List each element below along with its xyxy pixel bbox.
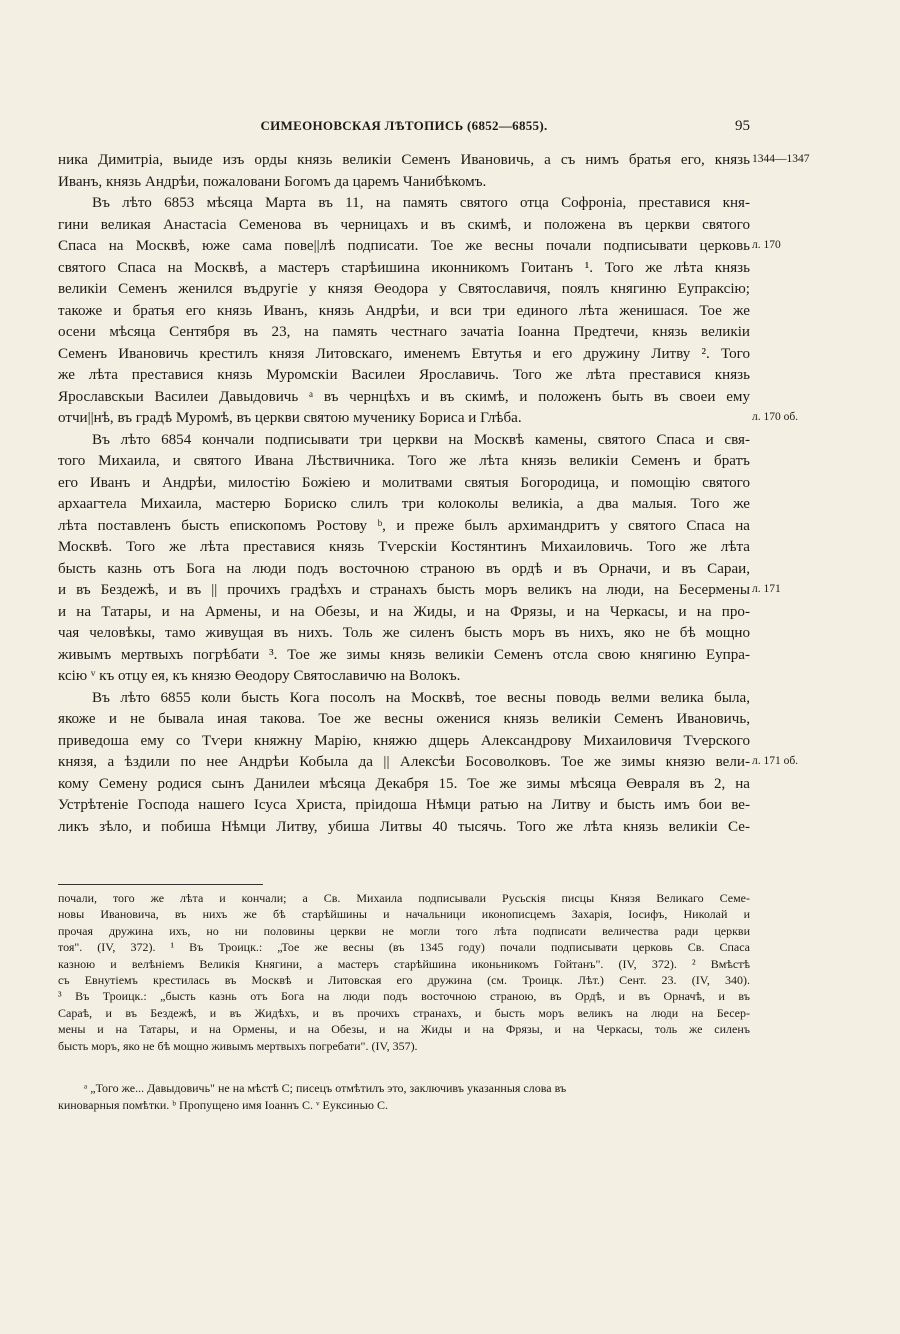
text-line: ликъ зѣло, и побиша Нѣмци Литву, убиша Литвы 40 тысячь. Того же лѣта князь великіи Се- xyxy=(58,818,750,835)
text-line: ксію ᵛ къ отцу ея, къ князю Өеодору Святославичю на Волокъ. xyxy=(58,668,461,684)
margin-note: л. 170 xyxy=(752,239,781,251)
text-line: Спаса на Москвѣ, юже сама пове||лѣ подписати. Тое же весны почали подписывати церковь xyxy=(58,238,750,254)
text-line: приведоша ему со Тѵери княжну Марію, княжю дщерь Александрову Михаиловичя Тѵерского xyxy=(58,732,750,749)
text-line: кому Семену родися сынъ Данилеи мѣсяца Декабря 15. Тое же зимы мѣсяца Өевраля въ 2, на xyxy=(58,775,750,792)
footnote-line: мены и на Татары, и на Ормены, и на Обезы, и на Жиды и на Фрязы, и на Черкасы, толь же силенъ xyxy=(58,1022,750,1037)
text-line: и на Татары, и на Армены, и на Обезы, и на Жиды, и на Фрязы, и на Черкасы, и на про- xyxy=(58,603,750,620)
text-line: лѣта поставленъ бысть епископомъ Ростову ᵇ, и преже былъ архимандритъ у святого Спаса на xyxy=(58,517,750,534)
footnote-line: новы Ивановича, въ нихъ же бѣ старѣйшины и начальници иконописцемъ Захарія, Іосифъ, Николай и xyxy=(58,907,750,922)
text-line: Въ лѣто 6853 мѣсяца Марта въ 11, на память святого отца Софроніа, преставися кня- xyxy=(92,195,750,211)
text-line: Москвѣ. Того же лѣта преставися князь Тѵерскіи Костянтинъ Михаиловичь. Того же лѣта xyxy=(58,539,750,555)
margin-note: л. 171 xyxy=(752,583,781,595)
text-line: святого Спаса на Москвѣ, а мастеръ старѣишина иконникомъ Гоитанъ ¹. Того же лѣта князь xyxy=(58,259,750,276)
margin-note: л. 170 об. xyxy=(752,411,799,423)
text-line: того Михаила, и святого Ивана Лѣствичника. Того же лѣта князь великіи Семенъ и братъ xyxy=(58,453,750,469)
text-line: якоже и не бывала иная такова. Тое же весны оженися князь великіи Семенъ Ивановичь, xyxy=(58,711,750,727)
main-text xyxy=(58,150,750,838)
running-title: СИМЕОНОВСКАЯ ЛѢТОПИСЬ (6852—6855). xyxy=(260,118,548,133)
footnote-divider xyxy=(58,884,263,885)
text-line: живымъ мертвыхъ погрѣбати ³. Тое же зимы князь великіи Семенъ отсла свою княгиню Еупра- xyxy=(58,646,750,663)
running-header xyxy=(58,118,750,138)
text-line: же лѣта преставися князь Муромскіи Василеи Ярославичь. Того же лѣта преставися князь xyxy=(58,367,750,383)
text-line: чая человѣкы, тамо живущая въ нихъ. Толь же силенъ бысть моръ въ нихъ, яко не бѣ мощно xyxy=(58,625,750,641)
text-line: и въ Бездежѣ, и въ || прочихъ градѣхъ и странахъ бысть моръ великъ на люди, на Бесермены xyxy=(58,582,750,598)
footnote-line: съ Евнутіемъ крестилась въ Москвѣ и Литовская его дружина (см. Троицк. Лѣт.) Сент. 23. (IV, 340). xyxy=(58,973,750,988)
text-line: Въ лѣто 6854 кончали подписывати три церкви на Москвѣ камены, святого Спаса и свя- xyxy=(92,431,750,448)
footnote-line: Сараѣ, и въ Бездежѣ, и въ Жидѣхъ, и въ прочихъ странахъ, и бысть моръ великъ на люди на Бесер- xyxy=(58,1005,750,1020)
footnote-line: почали, того же лѣта и кончали; а Св. Михаила подписывали Русьскія писцы Князя Великаго Семе- xyxy=(58,891,750,905)
footnote-line: тоя". (IV, 372). ¹ Въ Троицк.: „Тое же весны (въ 1345 году) почали подписывати церковь Св. Спаса xyxy=(58,940,750,955)
text-line: отчи||нѣ, въ градѣ Муромѣ, въ церкви святою мученику Бориса и Глѣба. xyxy=(58,410,522,426)
text-line: архаагтела Михаила, мастерю Бориско слилъ три колоколы великіа, а два малыя. Того же xyxy=(58,496,750,512)
text-line: такоже и братья его князь Иванъ, князь Андрѣи, и вси три единого лѣта женишася. Тое же xyxy=(58,302,750,319)
footnote-line: прочая дружина ихъ, но ни половины церкви не могли того лѣта подписати величества ради церкви xyxy=(58,923,750,938)
text-line: осени мѣсяца Сентября въ 23, на память честнаго зачатіа Іоанна Предтечи, князь великіи xyxy=(58,324,750,340)
footnotes xyxy=(58,890,750,1054)
variant-line: ᵃ „Того же... Давыдовичь" не на мѣстѣ С; писецъ отмѣтилъ это, заключивъ указанныя слова въ xyxy=(84,1081,567,1095)
margin-note: л. 171 об. xyxy=(752,755,799,767)
footnote-line: бысть моръ, яко не бѣ мощно живымъ мертвыхъ погребати". (IV, 357). xyxy=(58,1038,418,1053)
margin-note: 1344—1347 xyxy=(752,153,810,165)
text-line: Иванъ, князь Андрѣи, пожаловани Богомъ да царемъ Чанибѣкомъ. xyxy=(58,173,487,190)
text-line: бысть казнь отъ Бога на люди подъ восточною страною въ ордѣ и въ Орначи, и въ Сараи, xyxy=(58,560,750,577)
text-line: Ярославскыи Василеи Давыдовичь ᵃ въ чернцѣхъ и въ скимѣ, и положенъ быть въ своеи ему xyxy=(58,388,750,405)
text-line: его Иванъ и Андрѣи, милостію Божіею и молитвами святыя Богородица, и помощію святого xyxy=(58,474,750,491)
text-line: князя, а ѣздили по нее Андрѣи Кобыла да || Алексѣи Босоволковъ. Тое же зимы князю вели- xyxy=(58,754,750,770)
text-line: Устрѣтеніе Господа нашего Ісуса Христа, пріидоша Нѣмци ратью на Литву и бысть имъ бои ве- xyxy=(58,797,750,813)
text-line: великіи Семенъ женился въдругіе у князя Өеодора у Святославичя, поялъ княгиню Еупраксію; xyxy=(58,281,750,297)
text-line: Семенъ Ивановичь крестилъ князя Литовскаго, именемъ Евтутья и его дружину Литву ². Того xyxy=(58,345,750,362)
footnote-line: казною и велѣніемъ Великія Княгини, а мастеръ старѣйшина иконьникомъ Гойтанъ". (IV, 372). ² Вмѣстѣ xyxy=(58,956,750,971)
text-line: Въ лѣто 6855 коли бысть Кога посолъ на Москвѣ, тое весны поводь велми велика была, xyxy=(92,689,750,706)
variant-line: киноварныя помѣтки. ᵇ Пропущено имя Іоаннъ С. ᵛ Еуксинью С. xyxy=(58,1098,389,1112)
text-line: гини великая Анастасіа Семенова въ черницахъ и въ скимѣ, и положена въ церкви святого xyxy=(58,216,750,233)
text-line: ника Димитріа, выиде изъ орды князь великіи Семенъ Ивановичь, а съ нимъ братья его, князь xyxy=(58,152,750,168)
page-number: 95 xyxy=(735,118,750,134)
footnote-line: ³ Въ Троицк.: „бысть казнь отъ Бога на люди подъ восточною страною, въ Ордѣ, и въ Орначѣ, и въ xyxy=(58,989,750,1004)
textual-variants xyxy=(58,1080,750,1114)
